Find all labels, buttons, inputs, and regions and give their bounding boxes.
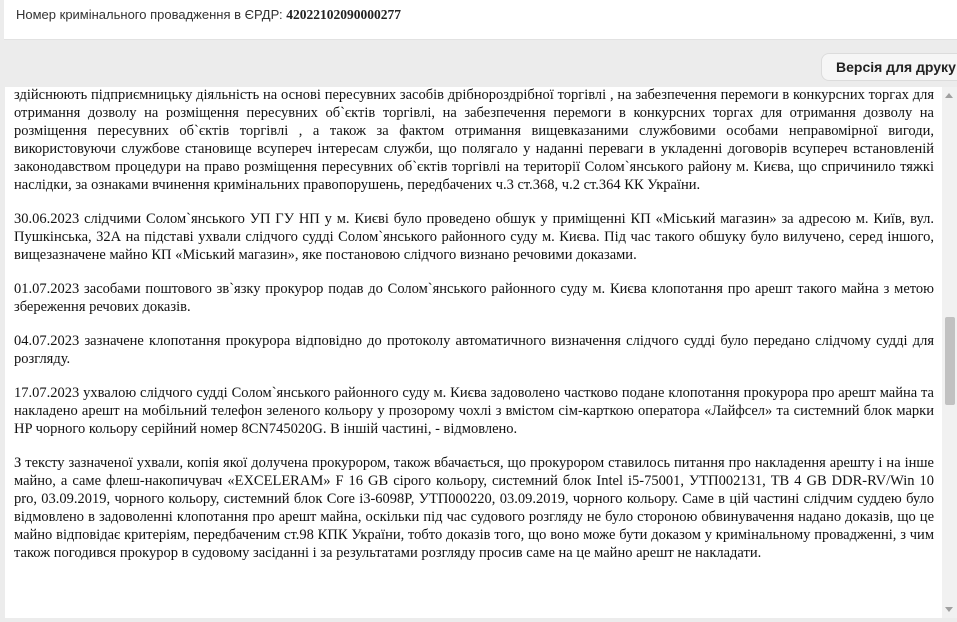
scroll-down-arrow-icon[interactable]: [945, 607, 953, 612]
paragraph: 30.06.2023 слідчими Солом`янського УП ГУ НП у м. Києві було проведено обшук у приміщенні КП «Міський магазин» за адресою м. Київ, вул. Пушкінська, 32А на підставі ухвали слідчого судді Солом`янського районного суду м. Києва. Під час такого обшуку було вилучено, серед іншого, вищезазначене майно КП «Міський магазин», яке постановою слідчого визнано речовими доказами.: [14, 211, 934, 263]
case-number-bar: [4, 0, 957, 40]
vertical-scrollbar[interactable]: [942, 87, 957, 618]
paragraph: 01.07.2023 засобами поштового зв`язку прокурор подав до Солом`янського районного суду м. Києва клопотання про арешт такого майна з метою збереження речових доказів.: [14, 281, 934, 315]
paragraph: З тексту зазначеної ухвали, копія якої долучена прокурором, також вбачається, що прокурором ставилось питання про накладення арешту і на інше майно, а саме флеш-накопичувач «EXCELERAM» F 16 GB сірого кольору, системний блок Intel i5-75001, УТП002131, ТВ 4 GB DDR-RV/Win 10 pro, 03.09.2019, чорного кольору, системний блок Core i3-6098P, УТП000220, 03.09.2019, чорного кольору. Саме в цій частині слідчим суддею було відмовлено в задоволенні клопотання про арешт майна, оскільки під час судового розгляду не було стороною обвинувачення надано доказів, що це майно відповідає критеріям, передбаченим ст.98 КПК України, тобто доказів того, що воно може бути доказом у кримінальному провадженні, з чим також погодився прокурор в судовому засіданні і за результатами розгляду просив саме на це майно арешт не накладати.: [14, 455, 934, 561]
case-number-label: Номер кримінального провадження в ЄРДР:: [16, 7, 283, 22]
paragraph: 17.07.2023 ухвалою слідчого судді Солом`янського районного суду м. Києва задоволено частково подане клопотання прокурора про арешт майна та накладено арешт на мобільний телефон зеленого кольору у прозорому чохлі з вмістом сім-карткою оператора «Лайфсел» та системний блок марки HP чорного кольору серійний номер 8CN745020G. В іншій частині, - відмовлено.: [14, 385, 934, 437]
document-text-area: [5, 87, 942, 618]
paragraph: 04.07.2023 зазначене клопотання прокурора відповідно до протоколу автоматичного визначення слідчого судді було передано слідчому судді для розгляду.: [14, 333, 934, 367]
print-version-button[interactable]: Версія для друку: [821, 53, 957, 81]
scroll-up-arrow-icon[interactable]: [945, 93, 953, 98]
document-body: [14, 87, 934, 578]
scrollbar-thumb[interactable]: [945, 317, 955, 405]
case-number-value: 42022102090000277: [286, 7, 401, 22]
paragraph: здійснюють підприємницьку діяльність на основі пересувних засобів дрібнороздрібної торгівлі , на забезпечення перемоги в конкурсних торгах для отримання дозволу на розміщення пересувних об`єктів торгівлі, на забезпечення перемоги в конкурсних торгах для отримання дозволу на розміщення пересувних об`єктів торгівлі , а також за фактом отримання вищевказаними службовими особами неправомірної вигоди, використовуючи службове становище всупереч інтересам служби, що полягало у наданні переваги в укладенні договорів всупереч встановленій законодавством процедури на право розміщення пересувних об`єктів торгівлі на території Солом`янського району м. Києва, що спричинило тяжкі наслідки, за ознаками вчинення кримінальних правопорушень, передбачених ч.3 ст.368, ч.2 ст.364 КК України.: [14, 87, 934, 193]
